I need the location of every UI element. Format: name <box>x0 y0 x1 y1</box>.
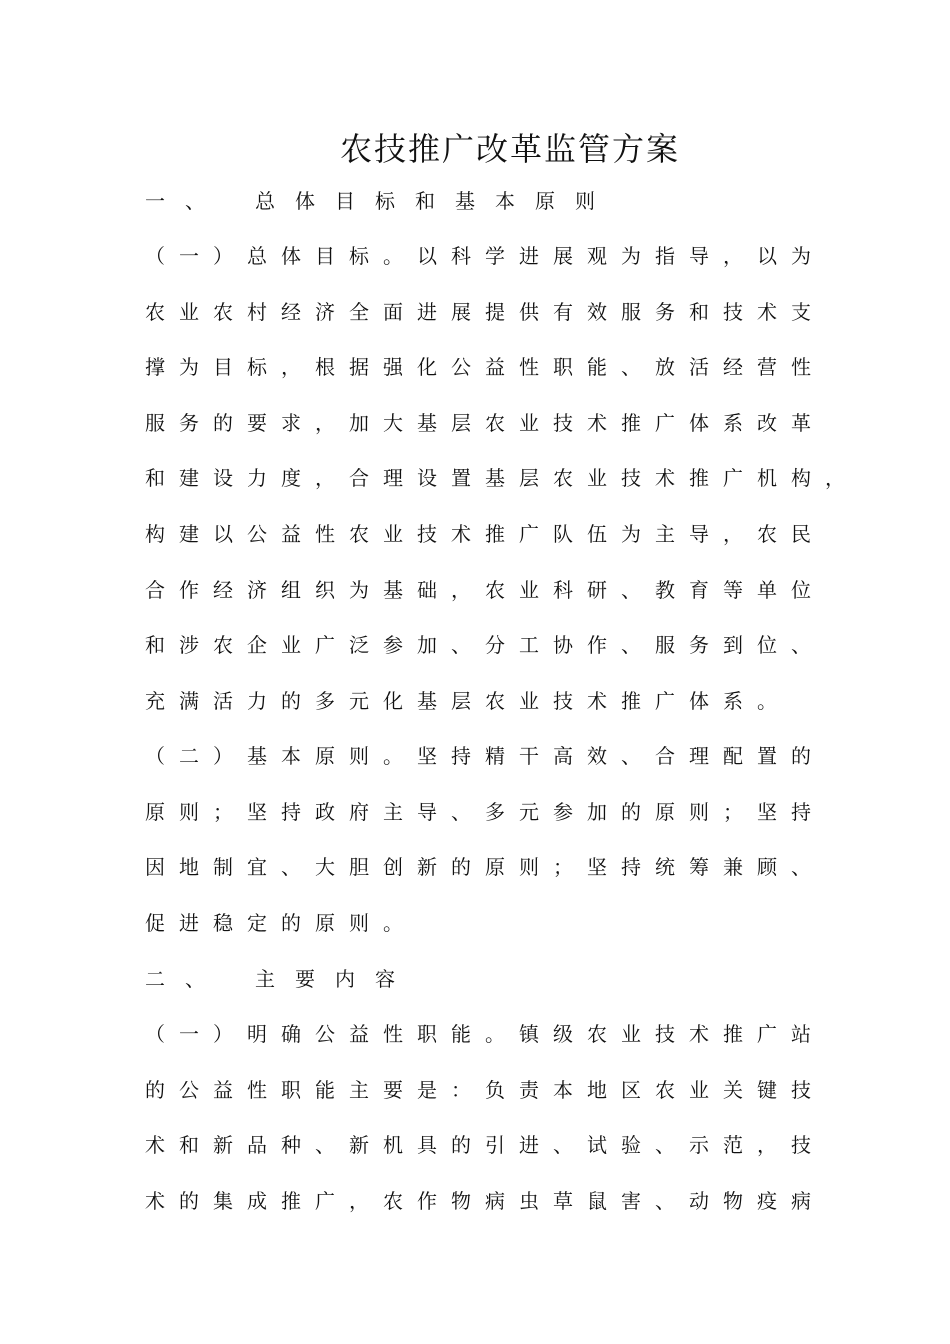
paragraph-line: 术的集成推广，农作物病虫草鼠害、动物疫病 <box>145 1189 825 1213</box>
paragraph-line: 因地制宜、大胆创新的原则；坚持统筹兼顾、 <box>145 855 825 879</box>
document-title: 农技推广改革监管方案 <box>339 130 680 168</box>
paragraph-line: 撑为目标，根据强化公益性职能、放活经营性 <box>145 355 825 379</box>
paragraph-line: 构建以公益性农业技术推广队伍为主导，农民 <box>145 522 825 546</box>
paragraph-line: 农业农村经济全面进展提供有效服务和技术支 <box>145 300 825 324</box>
paragraph-line: （二）基本原则。坚持精干高效、合理配置的 <box>145 744 825 768</box>
paragraph-line: 服务的要求，加大基层农业技术推广体系改革 <box>145 411 825 435</box>
paragraph-line: 合作经济组织为基础，农业科研、教育等单位 <box>145 578 825 602</box>
paragraph-line: 术和新品种、新机具的引进、试验、示范，技 <box>145 1133 825 1157</box>
section-heading-1: 一、 总体目标和基本原则 <box>145 189 615 213</box>
paragraph-line: 促进稳定的原则。 <box>145 911 417 935</box>
paragraph-line: 原则；坚持政府主导、多元参加的原则；坚持 <box>145 800 825 824</box>
paragraph-line: （一）总体目标。以科学进展观为指导，以为 <box>145 244 825 268</box>
paragraph-line: 和涉农企业广泛参加、分工协作、服务到位、 <box>145 633 825 657</box>
paragraph-line: 充满活力的多元化基层农业技术推广体系。 <box>145 689 791 713</box>
paragraph-line: 和建设力度，合理设置基层农业技术推广机构， <box>145 466 859 490</box>
section-heading-2: 二、 主要内容 <box>145 967 415 991</box>
paragraph-line: （一）明确公益性职能。镇级农业技术推广站 <box>145 1022 825 1046</box>
paragraph-line: 的公益性职能主要是：负责本地区农业关键技 <box>145 1078 825 1102</box>
